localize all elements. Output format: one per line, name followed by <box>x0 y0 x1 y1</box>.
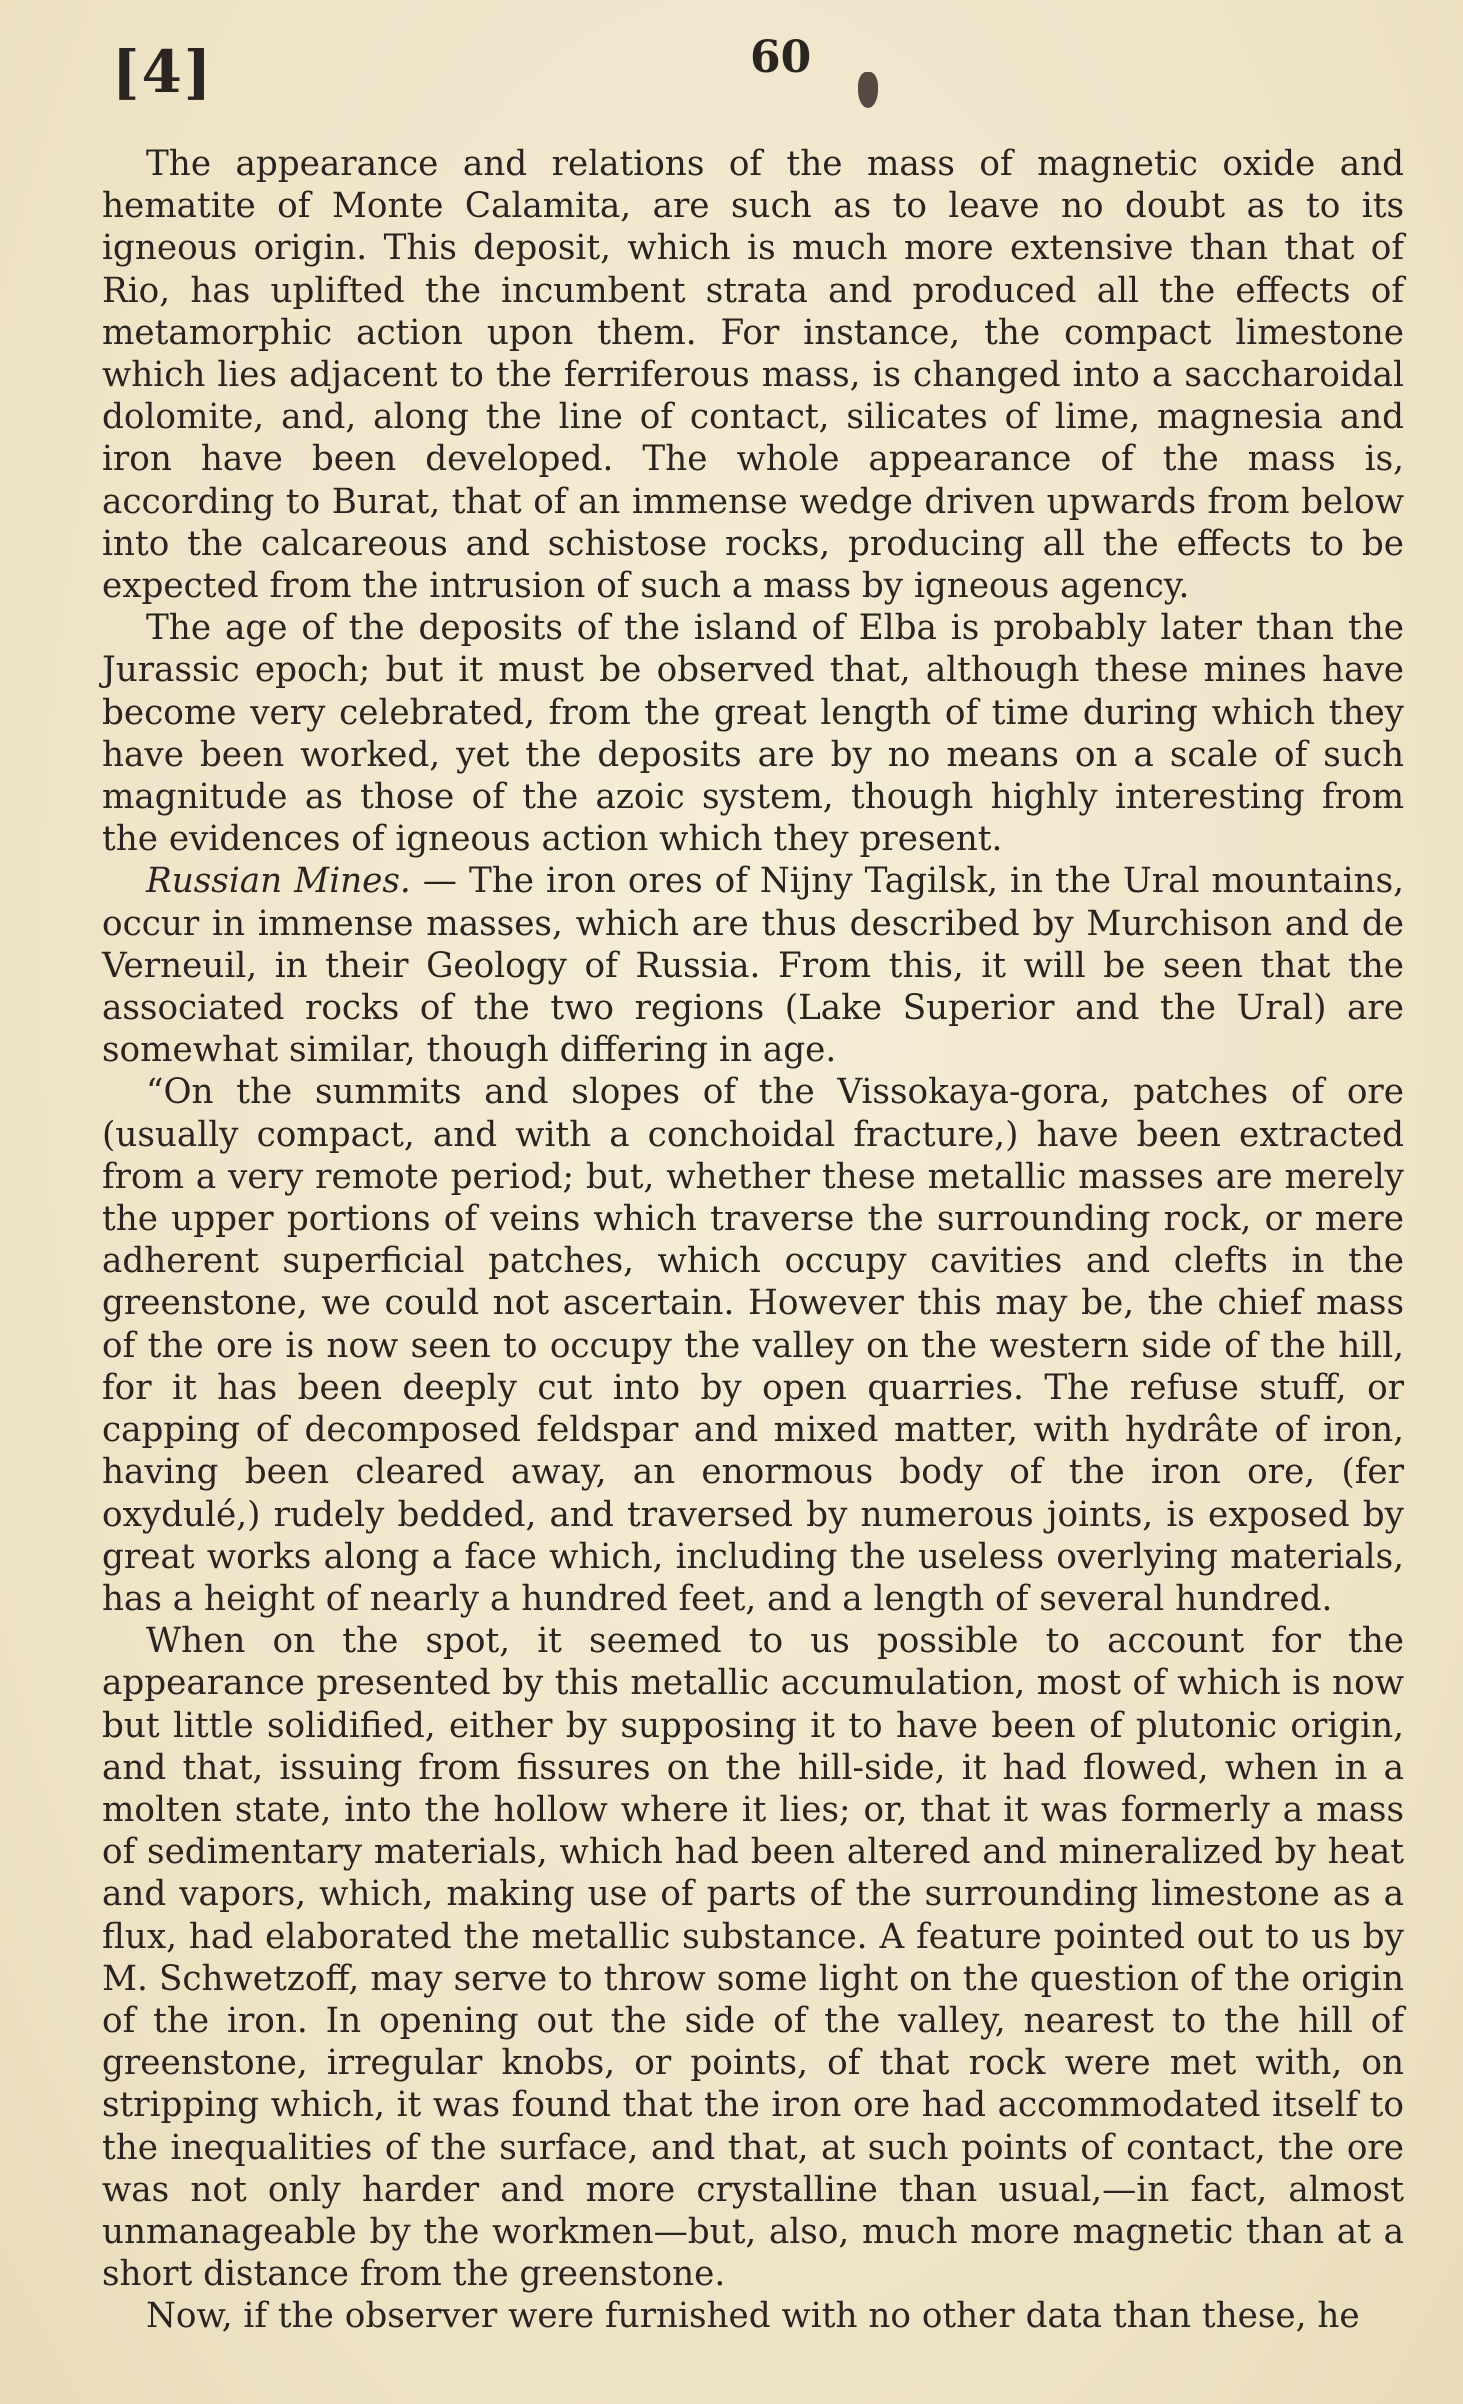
sheet-mark: [4] <box>112 38 214 106</box>
paragraph-russian-mines <box>102 860 1404 1071</box>
paragraph-continuation <box>102 2295 1404 2337</box>
paragraph-text: The age of the deposits of the island of Elba is probably later than the Jurassic epoch; but it must be observed that, although these mines have become very celebrated, from the great length of time during which they have been worked, yet the deposits are by no means on a scale of such magnitude as those of the azoic system, though highly interesting from the evidences of igneous action which they present. <box>102 608 1404 860</box>
paragraph-text: When on the spot, it seemed to us possible to account for the appearance presented by this metallic accumulation, most of which is now but little solidified, either by supposing it to have been of plutonic origin, and that, issuing from fissures on the hill-side, it had flowed, when in a molten state, into the hollow where it lies; or, that it was formerly a mass of sedimentary materials, which had been altered and mineralized by heat and vapors, which, making use of parts of the surrounding limestone as a flux, had elaborated the metallic substance. A feature pointed out to us by M. Schwetzoff, may serve to throw some light on the question of the origin of the iron. In opening out the side of the valley, nearest to the hill of greenstone, irregular knobs, or points, of that rock were met with, on stripping which, it was found that the iron ore had accommodated itself to the inequalities of the surface, and that, at such points of contact, the ore was not only harder and more crystalline than usual,—in fact, almost unmanageable by the workmen—but, also, much more magnetic than at a short distance from the greenstone. <box>102 1621 1404 2295</box>
paragraph-monte-calamita <box>102 143 1404 607</box>
paragraph-text: Now, if the observer were furnished with no other data than these, he <box>146 2296 1360 2337</box>
paragraph-origin-discussion <box>102 1620 1404 2295</box>
body-text <box>102 143 1404 2338</box>
section-heading-russian-mines: Russian Mines. <box>146 861 411 902</box>
paragraph-text: “On the summits and slopes of the Vissokaya-gora, patches of ore (usually compact, and with a conchoidal fracture,) have been extracted from a very remote period; but, whether these metallic masses are merely the upper portions of veins which traverse the surrounding rock, or mere adherent superficial patches, which occupy cavities and clefts in the greenstone, we could not ascertain. However this may be, the chief mass of the ore is now seen to occupy the valley on the western side of the hill, for it has been deeply cut into by open quarries. The refuse stuff, or capping of decomposed feldspar and mixed matter, with hydrâte of iron, having been cleared away, an enormous body of the iron ore, (fer oxydulé,) rudely bedded, and traversed by numerous joints, is exposed by great works along a face which, including the useless overlying materials, has a height of nearly a hundred feet, and a length of several hundred. <box>102 1072 1404 1619</box>
ink-blot <box>858 72 878 108</box>
paragraph-vissokaya-gora-quote <box>102 1071 1404 1620</box>
page-number: 60 <box>750 32 812 83</box>
paragraph-text: — The iron ores of Nijny Tagilsk, in the Ural mountains, occur in immense masses, which are thus described by Murchison and de Verneuil, in their Geology of Russia. From this, it will be seen that the associated rocks of the two regions (Lake Superior and the Ural) are somewhat similar, though differing in age. <box>102 861 1404 1071</box>
paragraph-elba-age <box>102 607 1404 860</box>
page-header <box>0 28 1463 108</box>
paragraph-text: The appearance and relations of the mass of magnetic oxide and hematite of Monte Calamita, are such as to leave no doubt as to its igneous origin. This deposit, which is much more extensive than that of Rio, has uplifted the incumbent strata and produced all the effects of metamorphic action upon them. For instance, the compact limestone which lies adjacent to the ferriferous mass, is changed into a saccharoidal dolomite, and, along the line of contact, silicates of lime, magnesia and iron have been developed. The whole appearance of the mass is, according to Burat, that of an immense wedge driven upwards from below into the calcareous and schistose rocks, producing all the effects to be expected from the intrusion of such a mass by igneous agency. <box>102 144 1404 607</box>
